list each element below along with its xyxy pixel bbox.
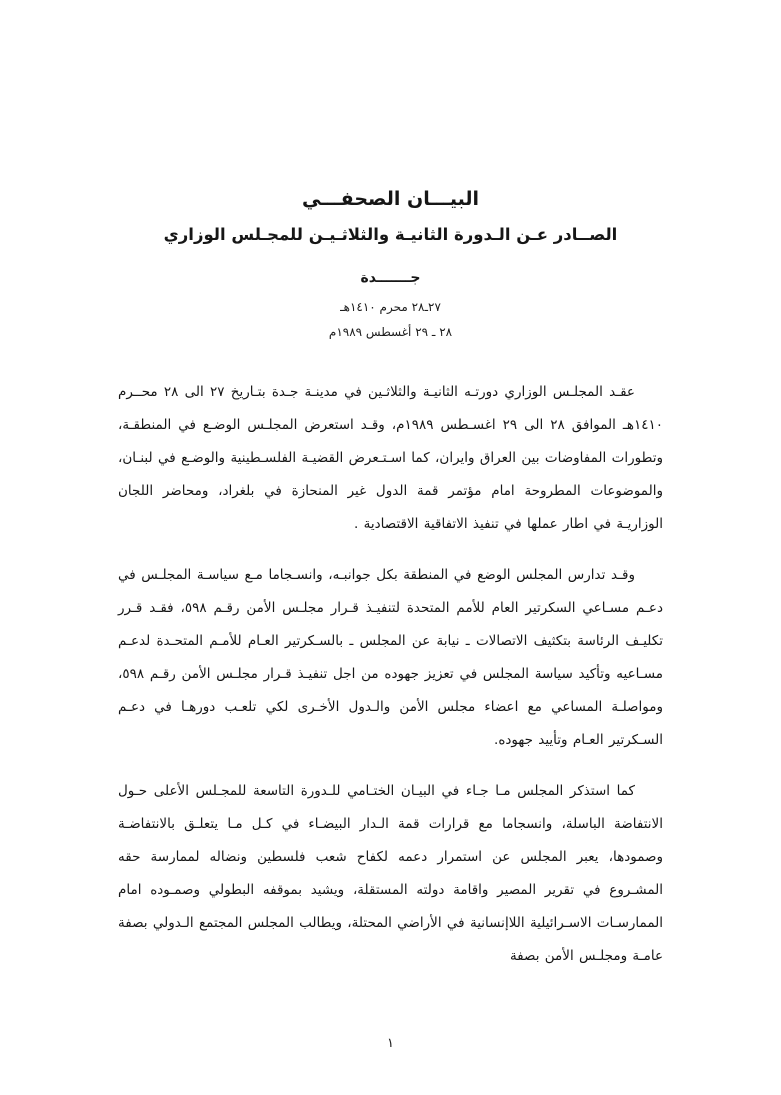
body-paragraph: وقـد تدارس المجلس الوضع في المنطقة بكل جوانبـه، وانسـجاما مـع سياسـة المجلـس في دعـم مسـاعي السكرتير العام للأمم المتحدة لتنفيـذ قـرار مجلـس الأمن رقـم ٥٩٨، فقـد قـرر تكليـف الرئاسة بتكثيف الاتصالات ـ نيابة عن المجلس ـ بالسـكرتير العـام للأمـم المتحـدة لدعـم مسـاعيه وتأكيد سياسة المجلس في تعزيز جهوده من اجل تنفيـذ قـرار مجلـس الأمن رقـم ٥٩٨، ومواصلـة المساعي مع اعضاء مجلس الأمن والـدول الأخـرى لكي تلعـب دورهـا في دعـم السـكرتير العـام وتأييد جهوده. [118,567,663,748]
date-hijri: ٢٧ـ٢٨ محرم ١٤١٠هـ [340,300,441,314]
document-subtitle: الصــادر عـن الـدورة الثانيـة والثلاثـيـن للمجـلس الوزاري [163,225,618,244]
document-title: البيـــان الصحفـــي [301,188,480,210]
document-body [0,350,781,973]
page-number: ١ [387,1036,394,1051]
body-paragraph: عقـد المجلـس الوزاري دورتـه الثانيـة والثلاثـين في مدينـة جـدة بتـاريخ ٢٧ الى ٢٨ محــرم ١٤١٠هـ الموافق ٢٨ الى ٢٩ اغسـطس ١٩٨٩م، وقـد استعرض المجلـس الوضـع في المنطقـة، وتطورات المفاوضات بين العراق وايران، كما اسـتـعرض القضيـة الفلسـطينية والوضـع في لبنـان، والموضوعات المطروحة امام مؤتمر قمة الدول غير المنحازة في بلغراد، ومحاضر اللجان الوزاريـة في اطار عملها في تنفيذ الاتفاقية الاقتصادية . [118,384,663,532]
body-paragraph: كما استذكر المجلس مـا جـاء في البيـان الختـامي للـدورة التاسعة للمجـلس الأعلى حـول الانتفاضة الباسلة، وانسجاما مع قرارات قمة الـدار البيضـاء في كـل مـا يتعلـق بالانتفاضـة وصمودها، يعبر المجلس عن استمرار دعمه لكفاح شعب فلسطين ونضاله لممارسة حقه المشـروع في تقرير المصير واقامة دولته المستقلة، ويشيد بموقفه البطولي وصمـوده امام الممارسـات الاسـرائيلية اللاإنسانية في الأراضي المحتلة، ويطالب المجلس المجتمع الـدولي بصفة عامـة ومجلـس الأمن بصفة [118,783,663,964]
date-gregorian: ٢٨ ـ ٢٩ أغسطس ١٩٨٩م [328,325,453,339]
location-line: جـــــــدة [360,270,421,286]
document-header [0,0,781,339]
